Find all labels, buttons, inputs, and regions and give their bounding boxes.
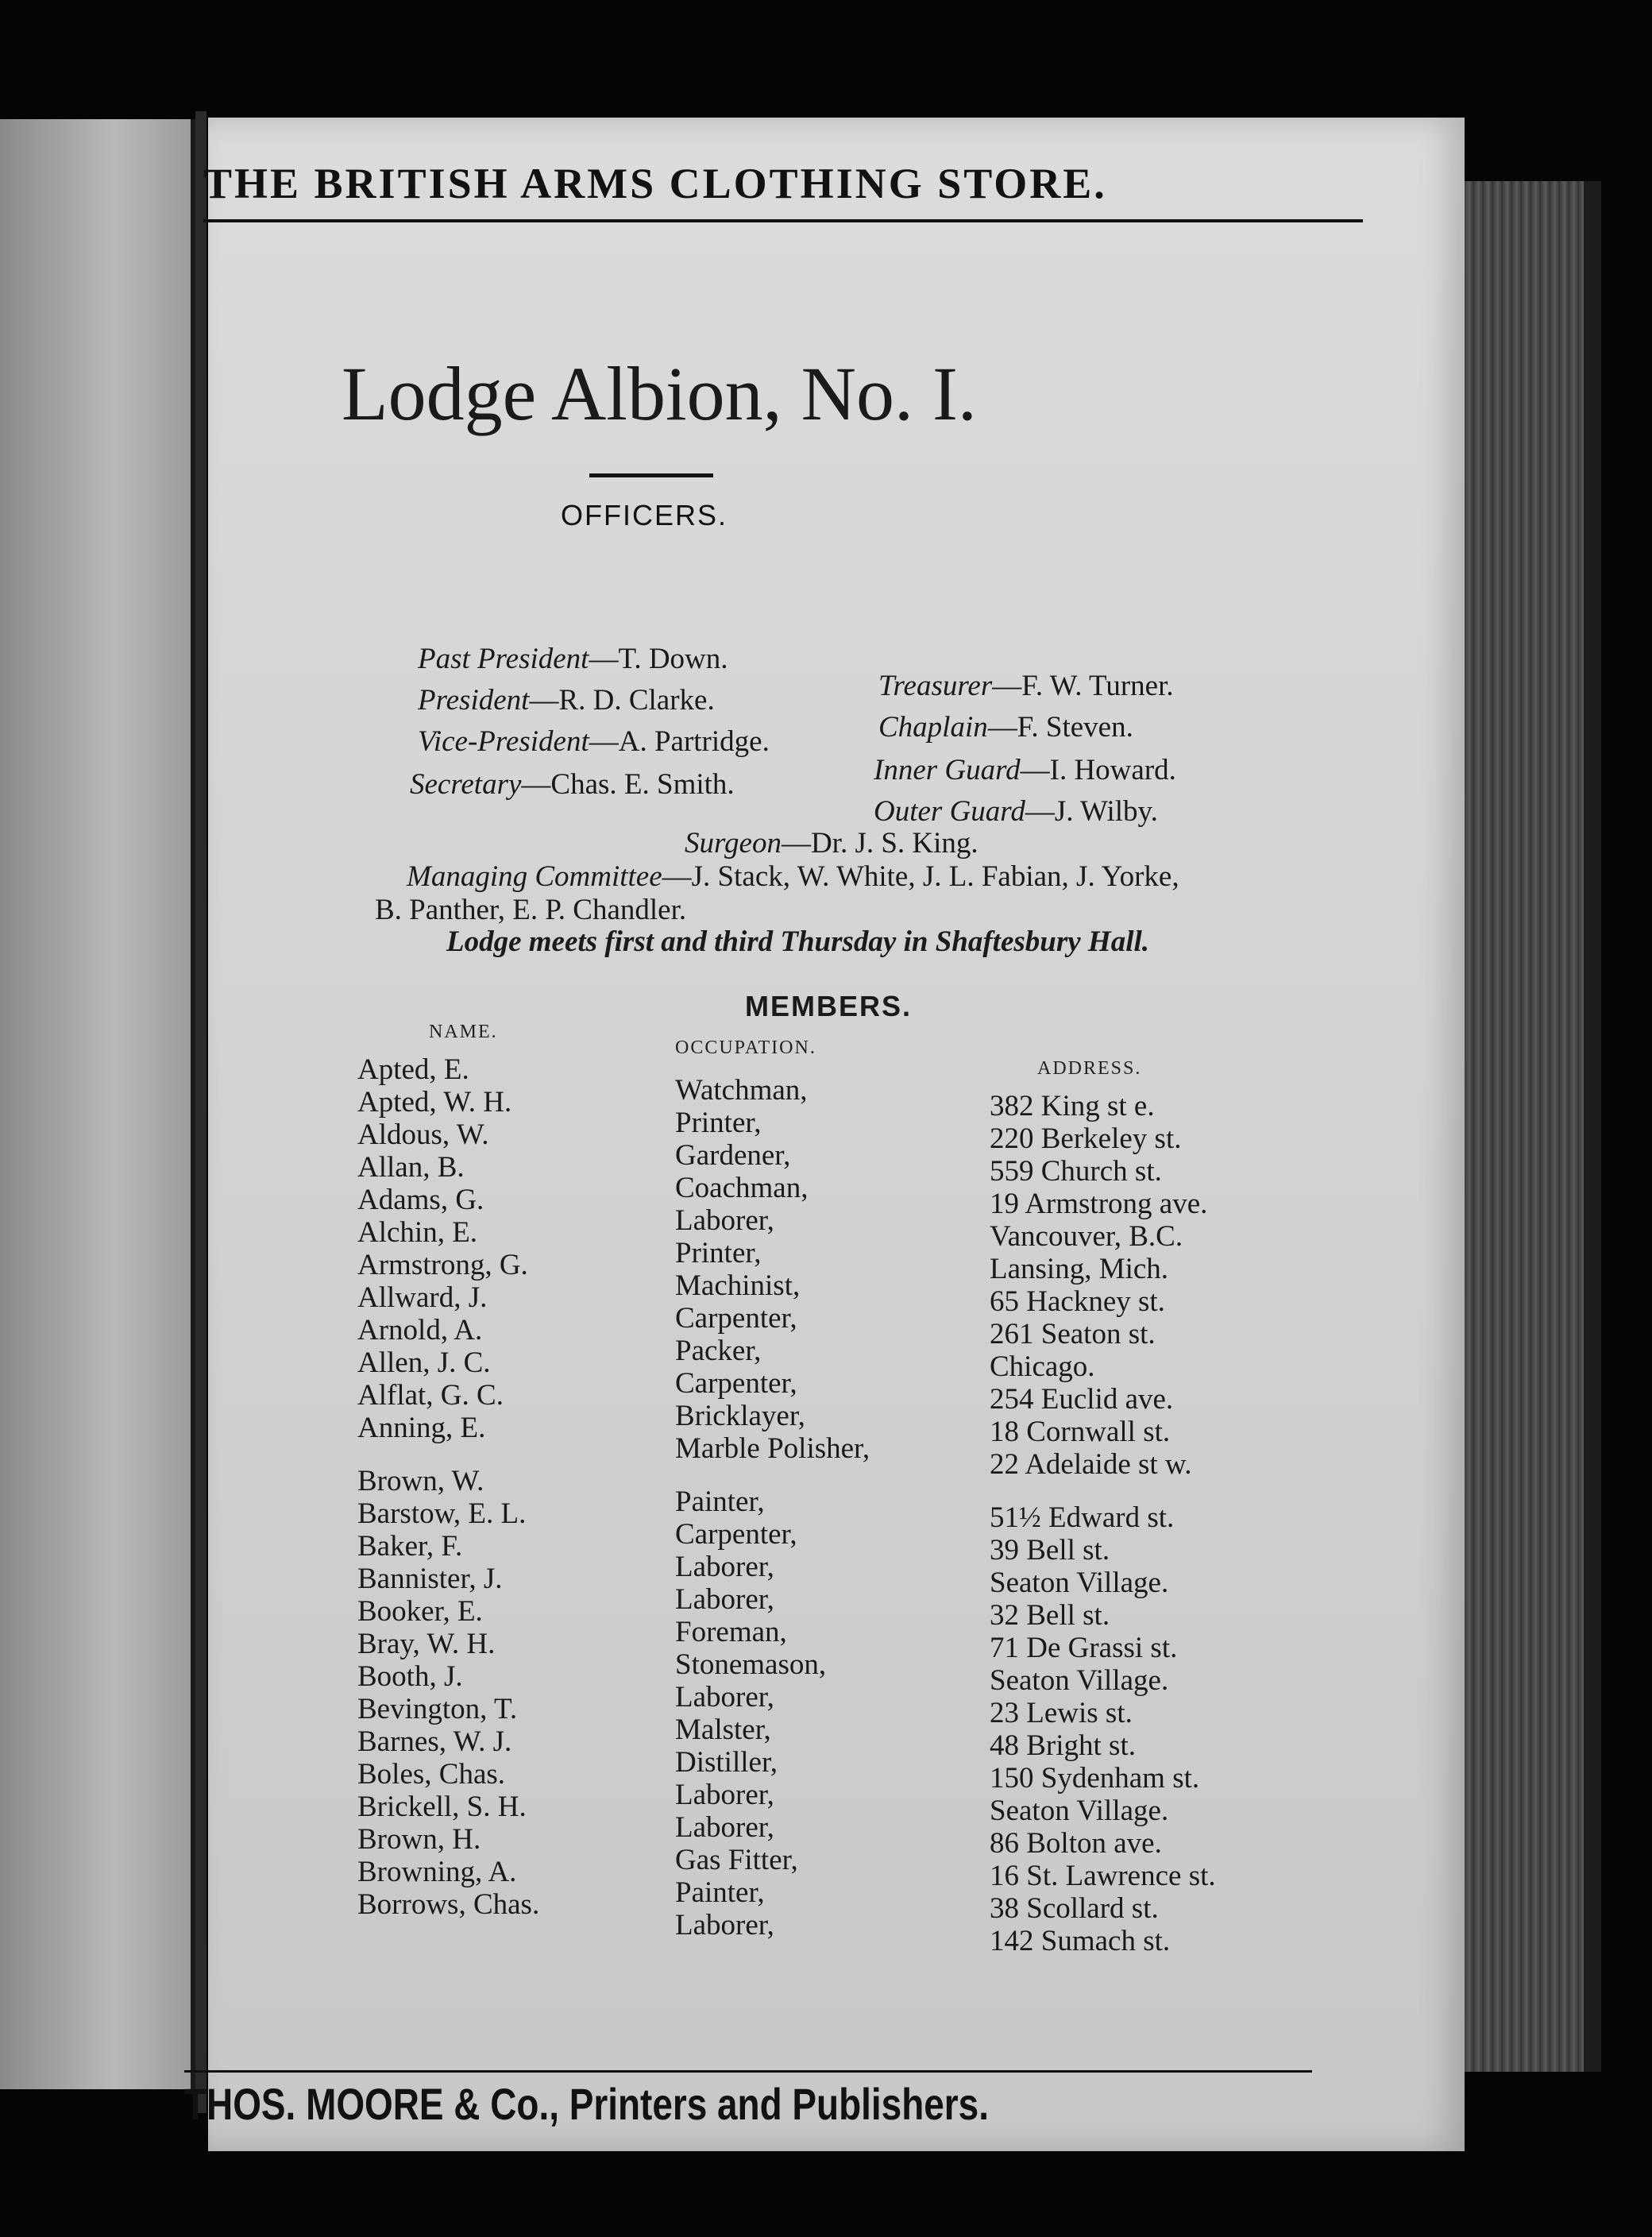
officer-line: Outer Guard—J. Wilby. — [874, 795, 1158, 828]
member-address: 261 Seaton st. — [990, 1318, 1156, 1350]
member-occupation: Laborer, — [675, 1681, 774, 1713]
member-occupation: Printer, — [675, 1237, 762, 1269]
member-address: 22 Adelaide st w. — [990, 1448, 1192, 1481]
member-name: Barnes, W. J. — [357, 1725, 512, 1758]
member-occupation: Marble Polisher, — [675, 1432, 870, 1465]
member-address: 32 Bell st. — [990, 1599, 1110, 1632]
officer-line: Chaplain—F. Steven. — [878, 711, 1133, 744]
member-address: 18 Cornwall st. — [990, 1416, 1171, 1448]
address-column-header: ADDRESS. — [1037, 1058, 1142, 1079]
facing-page — [0, 119, 195, 2089]
member-address: 39 Bell st. — [990, 1534, 1110, 1567]
member-occupation: Carpenter, — [675, 1302, 797, 1335]
member-occupation: Malster, — [675, 1713, 771, 1746]
member-occupation: Carpenter, — [675, 1518, 797, 1551]
member-name: Apted, W. H. — [357, 1086, 512, 1118]
member-address: Lansing, Mich. — [990, 1253, 1169, 1285]
officer-line: Treasurer—F. W. Turner. — [878, 670, 1174, 702]
member-address: 19 Armstrong ave. — [990, 1188, 1208, 1220]
member-address: 142 Sumach st. — [990, 1925, 1171, 1957]
member-name: Bannister, J. — [357, 1563, 503, 1595]
member-address: 51½ Edward st. — [990, 1501, 1175, 1534]
book-gutter — [195, 111, 206, 2113]
member-occupation: Carpenter, — [675, 1367, 797, 1400]
member-name: Allen, J. C. — [357, 1346, 491, 1379]
header-rule — [203, 219, 1363, 222]
occupation-column-header: OCCUPATION. — [675, 1037, 816, 1058]
member-name: Anning, E. — [357, 1412, 486, 1444]
member-occupation: Bricklayer, — [675, 1400, 805, 1432]
member-address: 48 Bright st. — [990, 1729, 1136, 1762]
member-occupation: Foreman, — [675, 1616, 787, 1648]
meeting-note: Lodge meets first and third Thursday in Shaftesbury Hall. — [446, 925, 1150, 958]
member-addresses — [990, 1090, 1216, 1957]
committee-continued: B. Panther, E. P. Chandler. — [375, 894, 687, 926]
name-column-header: NAME. — [429, 1022, 498, 1042]
member-name: Barstow, E. L. — [357, 1497, 527, 1530]
member-occupation: Gas Fitter, — [675, 1844, 798, 1876]
store-header: THE BRITISH ARMS CLOTHING STORE. — [203, 160, 1107, 207]
member-name: Adams, G. — [357, 1184, 484, 1216]
member-address: Seaton Village. — [990, 1567, 1169, 1599]
member-occupation: Coachman, — [675, 1172, 809, 1204]
member-name: Bevington, T. — [357, 1693, 518, 1725]
member-name: Brickell, S. H. — [357, 1791, 527, 1823]
member-address: 86 Bolton ave. — [990, 1827, 1162, 1860]
officer-line: Managing Committee—J. Stack, W. White, J. L. Fabian, J. Yorke, — [407, 860, 1179, 893]
member-name: Alchin, E. — [357, 1216, 478, 1249]
member-name: Armstrong, G. — [357, 1249, 528, 1281]
member-name: Brown, H. — [357, 1823, 481, 1856]
member-occupation: Laborer, — [675, 1583, 774, 1616]
member-name: Brown, W. — [357, 1465, 484, 1497]
member-address: 16 St. Lawrence st. — [990, 1860, 1216, 1892]
member-occupation: Distiller, — [675, 1746, 778, 1779]
member-name: Borrows, Chas. — [357, 1888, 540, 1921]
lodge-title: Lodge Albion, No. I. — [342, 351, 977, 436]
member-name: Allward, J. — [357, 1281, 488, 1314]
member-address: 23 Lewis st. — [990, 1697, 1133, 1729]
member-occupation: Laborer, — [675, 1811, 774, 1844]
member-name: Browning, A. — [357, 1856, 517, 1888]
member-name: Aldous, W. — [357, 1118, 489, 1151]
member-name: Apted, E. — [357, 1053, 469, 1086]
officer-line: Vice-President—A. Partridge. — [418, 725, 770, 758]
printer-footer: THOS. MOORE & Co., Printers and Publishers. — [184, 2079, 989, 2129]
member-address: Chicago. — [990, 1350, 1095, 1383]
officer-line: Inner Guard—I. Howard. — [874, 754, 1176, 786]
member-address: 150 Sydenham st. — [990, 1762, 1200, 1795]
member-address: 65 Hackney st. — [990, 1285, 1165, 1318]
officer-line: President—R. D. Clarke. — [418, 684, 715, 717]
member-occupation: Laborer, — [675, 1204, 774, 1237]
member-occupation: Laborer, — [675, 1779, 774, 1811]
member-occupation: Painter, — [675, 1876, 765, 1909]
member-name: Arnold, A. — [357, 1314, 483, 1346]
officers-heading: OFFICERS. — [561, 499, 728, 531]
member-address: Seaton Village. — [990, 1795, 1169, 1827]
member-occupation: Laborer, — [675, 1551, 774, 1583]
member-address: 71 De Grassi st. — [990, 1632, 1178, 1664]
member-address: Vancouver, B.C. — [990, 1220, 1183, 1253]
member-name: Booker, E. — [357, 1595, 483, 1628]
member-occupation: Watchman, — [675, 1074, 808, 1107]
member-occupation: Stonemason, — [675, 1648, 827, 1681]
member-name: Bray, W. H. — [357, 1628, 496, 1660]
member-occupation: Painter, — [675, 1486, 765, 1518]
member-name: Booth, J. — [357, 1660, 463, 1693]
member-address: 254 Euclid ave. — [990, 1383, 1174, 1416]
member-occupation: Printer, — [675, 1107, 762, 1139]
officer-line: Surgeon—Dr. J. S. King. — [685, 827, 978, 860]
member-name: Alflat, G. C. — [357, 1379, 504, 1412]
member-address: 220 Berkeley st. — [990, 1122, 1182, 1155]
officer-line: Secretary—Chas. E. Smith. — [410, 768, 735, 801]
member-name: Boles, Chas. — [357, 1758, 506, 1791]
member-address: 38 Scollard st. — [990, 1892, 1159, 1925]
member-address: Seaton Village. — [990, 1664, 1169, 1697]
page-edges — [1465, 181, 1584, 2072]
book-cover-edge — [1584, 181, 1601, 2072]
footer-rule — [184, 2070, 1312, 2073]
member-occupation: Machinist, — [675, 1269, 801, 1302]
member-name: Baker, F. — [357, 1530, 463, 1563]
member-name: Allan, B. — [357, 1151, 465, 1184]
member-address: 382 King st e. — [990, 1090, 1155, 1122]
member-occupation: Gardener, — [675, 1139, 791, 1172]
member-names — [357, 1053, 539, 1921]
member-occupations — [675, 1074, 870, 1941]
members-heading: MEMBERS. — [745, 990, 913, 1022]
member-occupation: Packer, — [675, 1335, 762, 1367]
title-rule — [589, 473, 713, 477]
member-address: 559 Church st. — [990, 1155, 1162, 1188]
member-occupation: Laborer, — [675, 1909, 774, 1941]
officer-line: Past President—T. Down. — [418, 643, 728, 675]
